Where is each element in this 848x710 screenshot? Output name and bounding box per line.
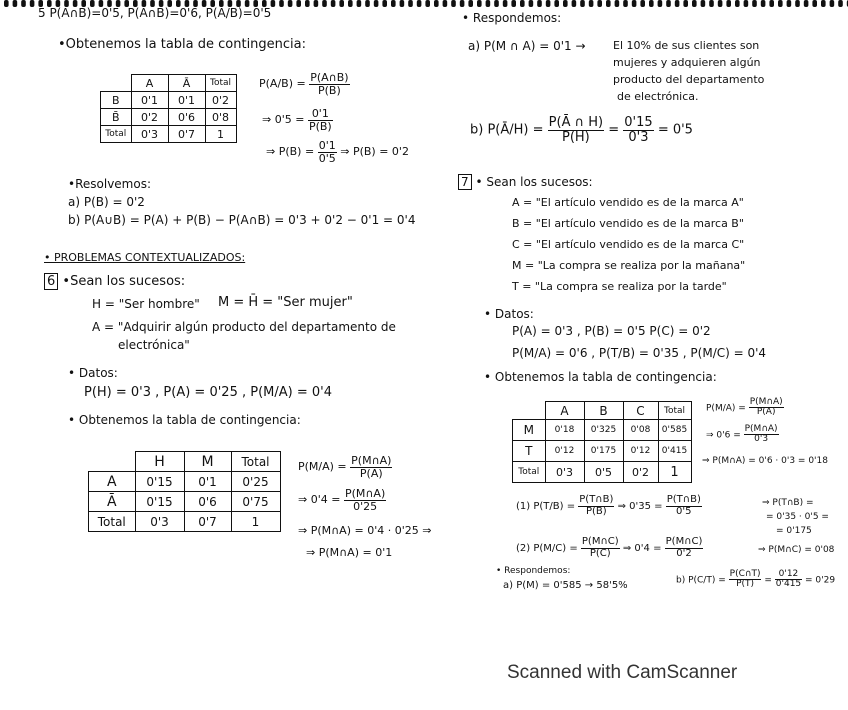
table-cell: 0'325 xyxy=(584,420,623,441)
problem5-answer-b: b) P(A∪B) = P(A) + P(B) − P(A∩B) = 0'3 + 0'2 − 0'1 = 0'4 xyxy=(68,213,416,227)
spiral-loop xyxy=(305,0,310,7)
spiral-loop xyxy=(477,0,482,7)
spiral-loop xyxy=(425,0,430,7)
spiral-loop xyxy=(554,0,559,7)
table-cell: A xyxy=(131,75,168,92)
fraction-numerator: P(M∩C) xyxy=(581,536,619,547)
fraction-numerator: 0'1 xyxy=(308,108,333,121)
spiral-loop xyxy=(761,0,766,7)
table-row xyxy=(89,512,281,532)
fraction xyxy=(775,570,802,590)
spiral-loop xyxy=(537,0,542,7)
problem5-answer-a: a) P(B) = 0'2 xyxy=(68,195,145,209)
table-cell: Total xyxy=(205,75,236,92)
table-cell: Ā xyxy=(168,75,205,92)
table-cell: 0'08 xyxy=(623,420,658,441)
spiral-loop xyxy=(838,0,843,7)
table-cell: 0'3 xyxy=(131,126,168,143)
respondemos-a-text1: El 10% de sus clientes son xyxy=(613,39,760,52)
table-cell: 0'6 xyxy=(168,109,205,126)
spiral-loop xyxy=(494,0,499,7)
fraction xyxy=(749,398,784,418)
spiral-loop xyxy=(615,0,620,7)
fraction xyxy=(665,537,704,559)
table-cell xyxy=(89,452,136,472)
fraction-numerator: P(C∩T) xyxy=(729,569,761,579)
fraction xyxy=(548,116,604,144)
section-title: • PROBLEMAS CONTEXTUALIZADOS: xyxy=(44,251,246,264)
fraction-denominator: P(B) xyxy=(318,83,341,97)
table-cell: B xyxy=(584,402,623,420)
spiral-loop xyxy=(580,0,585,7)
spiral-loop xyxy=(443,0,448,7)
problem5-step1: •Obtenemos la tabla de contingencia: xyxy=(58,37,307,52)
table-cell xyxy=(101,75,132,92)
problem-number: 6 xyxy=(44,273,58,290)
spiral-loop xyxy=(21,0,26,7)
problem7-answer-a: a) P(M) = 0'585 → 58'5% xyxy=(503,580,628,591)
problem6-event-a: A = "Adquirir algún producto del departamento de xyxy=(92,320,396,334)
table-cell: 0'6 xyxy=(184,492,231,512)
fraction-denominator: 0'25 xyxy=(353,499,378,513)
spiral-loop xyxy=(821,0,826,7)
spiral-loop xyxy=(4,0,9,7)
fraction-numerator: P(M∩A) xyxy=(344,487,386,500)
problem6-event-h: H = "Ser hombre" xyxy=(92,297,200,311)
spiral-loop xyxy=(322,0,327,7)
problem6-eq2 xyxy=(298,488,386,512)
table-row xyxy=(89,492,281,512)
problem6-event-a-cont: electrónica" xyxy=(118,338,190,352)
table-cell: 0'25 xyxy=(231,472,280,492)
spiral-loop xyxy=(769,0,774,7)
equation-text: (1) P(T/B) = xyxy=(516,501,576,512)
fraction xyxy=(623,116,653,144)
table-cell: Total xyxy=(101,126,132,143)
problem7-event: A = "El artículo vendido es de la marca A" xyxy=(512,196,744,209)
problem7-intro xyxy=(458,175,593,189)
spiral-loop xyxy=(408,0,413,7)
fraction xyxy=(744,425,779,445)
respondemos-label: • Respondemos: xyxy=(462,11,562,25)
fraction xyxy=(729,570,762,590)
spiral-loop xyxy=(279,0,284,7)
equation-text: = 0'29 xyxy=(805,575,836,586)
table-cell: M xyxy=(513,420,546,441)
problem5-eq1 xyxy=(259,72,350,96)
spiral-loop xyxy=(795,0,800,7)
spiral-loop xyxy=(632,0,637,7)
problem6-table xyxy=(88,451,281,532)
spiral-loop xyxy=(572,0,577,7)
fraction-numerator: P(M∩C) xyxy=(665,536,703,547)
fraction-numerator: P(T∩B) xyxy=(579,494,614,505)
table-cell: 0'15 xyxy=(135,472,184,492)
fraction-denominator: P(B) xyxy=(308,119,332,133)
table-row xyxy=(89,452,281,472)
respondemos-a-text4: de electrónica. xyxy=(617,90,699,103)
problem6-eq4: ⇒ P(M∩A) = 0'1 xyxy=(306,546,393,559)
spiral-loop xyxy=(511,0,516,7)
table-row xyxy=(101,75,237,92)
fraction xyxy=(578,495,614,517)
spiral-loop xyxy=(658,0,663,7)
fraction-numerator: P(Ā ∩ H) xyxy=(548,115,604,130)
table-cell: 0'18 xyxy=(545,420,584,441)
problem5-header-text: 5 P(A∩B)=0'5, P(Ā∩B)=0'6, P(A/B)=0'5 xyxy=(38,6,272,20)
spiral-loop xyxy=(597,0,602,7)
problem7-eq1 xyxy=(706,398,784,418)
spiral-loop xyxy=(675,0,680,7)
table-cell: 0'8 xyxy=(205,109,236,126)
problem7-datos-line2: P(M/A) = 0'6 , P(T/B) = 0'35 , P(M/C) = 0'4 xyxy=(512,346,767,360)
fraction-denominator: P(B) xyxy=(585,505,607,517)
table-row xyxy=(513,441,692,462)
problem7-datos-line1: P(A) = 0'3 , P(B) = 0'5 P(C) = 0'2 xyxy=(512,324,711,338)
fraction xyxy=(344,488,386,512)
equation-text: (2) P(M/C) = xyxy=(516,543,578,554)
spiral-loop xyxy=(649,0,654,7)
fraction xyxy=(309,72,349,96)
spiral-loop xyxy=(701,0,706,7)
equation-text: ⇒ 0'6 = xyxy=(706,430,741,441)
equation-text: P(A/B) = xyxy=(259,77,306,91)
spiral-loop xyxy=(752,0,757,7)
fraction-numerator: 0'15 xyxy=(624,115,653,130)
problem6-eq1 xyxy=(298,455,392,479)
table-cell: 1 xyxy=(658,462,691,483)
spiral-loop xyxy=(683,0,688,7)
fraction-denominator: 0'5 xyxy=(318,151,336,165)
fraction xyxy=(666,495,702,517)
table-cell: 1 xyxy=(205,126,236,143)
spiral-loop xyxy=(830,0,835,7)
fraction-numerator: P(A∩B) xyxy=(310,71,349,84)
table-cell: C xyxy=(623,402,658,420)
table-cell: 0'585 xyxy=(658,420,691,441)
spiral-loop xyxy=(288,0,293,7)
spiral-loop xyxy=(13,0,18,7)
respondemos-a-text3: producto del departamento xyxy=(613,73,765,86)
spiral-loop xyxy=(348,0,353,7)
spiral-loop xyxy=(314,0,319,7)
problem6-eq3: ⇒ P(M∩A) = 0'4 · 0'25 ⇒ xyxy=(298,524,432,537)
equation-text: P(M/A) = xyxy=(298,460,347,474)
problem6-intro-text: •Sean los sucesos: xyxy=(62,274,186,289)
problem7-eq5-rhs: ⇒ P(M∩C) = 0'08 xyxy=(758,545,835,555)
spiral-loop xyxy=(778,0,783,7)
spiral-loop xyxy=(460,0,465,7)
fraction-denominator: P(C) xyxy=(589,547,611,559)
table-cell: 0'1 xyxy=(184,472,231,492)
problem7-eq4-rhs2: = 0'35 · 0'5 = xyxy=(766,512,829,522)
spiral-loop xyxy=(486,0,491,7)
table-cell: A xyxy=(545,402,584,420)
table-cell: 0'3 xyxy=(545,462,584,483)
spiral-loop xyxy=(434,0,439,7)
table-cell: 0'7 xyxy=(184,512,231,532)
table-row xyxy=(101,109,237,126)
table-cell: 0'2 xyxy=(131,109,168,126)
spiral-loop xyxy=(666,0,671,7)
fraction-denominator: 0'2 xyxy=(676,547,692,559)
spiral-loop xyxy=(546,0,551,7)
table-row xyxy=(513,462,692,483)
spiral-loop xyxy=(296,0,301,7)
table-cell: 0'1 xyxy=(131,92,168,109)
fraction-denominator: P(H) xyxy=(561,129,590,145)
spiral-loop xyxy=(812,0,817,7)
fraction-denominator: P(A) xyxy=(359,466,383,480)
problem5-table xyxy=(100,74,237,143)
spiral-loop xyxy=(563,0,568,7)
spiral-loop xyxy=(718,0,723,7)
problem7-intro-text: • Sean los sucesos: xyxy=(475,175,593,189)
fraction-denominator: P(T) xyxy=(736,579,755,590)
equation-text: = 0'5 xyxy=(657,122,693,138)
problem7-table xyxy=(512,401,692,483)
problem-number: 7 xyxy=(458,174,472,190)
spiral-loop xyxy=(589,0,594,7)
respondemos-a-text2: mujeres y adquieren algún xyxy=(613,56,761,69)
problem7-step: • Obtenemos la tabla de contingencia: xyxy=(484,370,717,384)
table-cell: 0'3 xyxy=(135,512,184,532)
problem7-eq2 xyxy=(706,425,779,445)
spiral-loop xyxy=(357,0,362,7)
spiral-loop xyxy=(735,0,740,7)
table-cell: 0'1 xyxy=(168,92,205,109)
table-cell: Total xyxy=(89,512,136,532)
fraction-numerator: P(M∩A) xyxy=(744,424,778,434)
table-cell: B̄ xyxy=(101,109,132,126)
fraction-denominator: 0'415 xyxy=(775,579,802,590)
fraction-denominator: 0'3 xyxy=(628,129,649,145)
problem7-eq4-rhs3: = 0'175 xyxy=(776,526,812,536)
table-row xyxy=(89,472,281,492)
table-cell: 0'2 xyxy=(623,462,658,483)
table-cell: Total xyxy=(658,402,691,420)
problem7-event: C = "El artículo vendido es de la marca C" xyxy=(512,238,745,251)
fraction-denominator: 0'3 xyxy=(754,434,769,445)
table-cell: Ā xyxy=(89,492,136,512)
table-row xyxy=(101,126,237,143)
table-cell: 0'415 xyxy=(658,441,691,462)
fraction xyxy=(581,537,620,559)
spiral-loop xyxy=(374,0,379,7)
problem7-eq5 xyxy=(516,537,703,559)
table-cell: T xyxy=(513,441,546,462)
table-cell: Total xyxy=(513,462,546,483)
fraction-denominator: 0'5 xyxy=(676,505,692,517)
problem5-header xyxy=(38,6,271,20)
spiral-loop xyxy=(726,0,731,7)
equation-text: b) P(Ā/H) = xyxy=(470,122,544,138)
equation-text: ⇒ 0'5 = xyxy=(262,113,305,127)
problem7-eq4-rhs1: ⇒ P(T∩B) = xyxy=(762,498,814,508)
spiral-loop xyxy=(520,0,525,7)
problem7-answer-b xyxy=(676,570,835,590)
fraction xyxy=(350,455,392,479)
spiral-loop xyxy=(804,0,809,7)
fraction-numerator: P(M∩A) xyxy=(749,397,783,407)
spiral-loop xyxy=(331,0,336,7)
problem5-eq2 xyxy=(262,108,333,132)
spiral-loop xyxy=(468,0,473,7)
table-cell: M xyxy=(184,452,231,472)
respondemos-a: a) P(M ∩ A) = 0'1 → xyxy=(468,39,586,53)
spiral-loop xyxy=(30,0,35,7)
spiral-loop xyxy=(787,0,792,7)
spiral-loop xyxy=(339,0,344,7)
table-cell: 0'75 xyxy=(231,492,280,512)
table-cell xyxy=(513,402,546,420)
table-row xyxy=(101,92,237,109)
spiral-loop xyxy=(709,0,714,7)
problem6-datos-label: • Datos: xyxy=(68,366,118,380)
problem7-event: M = "La compra se realiza por la mañana" xyxy=(512,259,746,272)
spiral-loop xyxy=(391,0,396,7)
table-cell: 1 xyxy=(231,512,280,532)
equation-text: ⇒ 0'4 = xyxy=(622,543,662,554)
equation-text: ⇒ 0'4 = xyxy=(298,493,341,507)
fraction-numerator: 0'1 xyxy=(318,139,336,152)
problem6-event-m: M = H̄ = "Ser mujer" xyxy=(218,295,353,310)
spiral-loop xyxy=(382,0,387,7)
spiral-loop xyxy=(400,0,405,7)
table-cell: 0'7 xyxy=(168,126,205,143)
table-cell: 0'12 xyxy=(623,441,658,462)
respondemos-b xyxy=(470,116,693,144)
fraction xyxy=(308,108,333,132)
spiral-loop xyxy=(503,0,508,7)
problem5-eq3 xyxy=(266,140,409,164)
problem7-eq3: ⇒ P(M∩A) = 0'6 · 0'3 = 0'18 xyxy=(702,456,828,466)
fraction-numerator: P(M∩A) xyxy=(351,454,392,467)
equation-text: ⇒ P(B) = xyxy=(266,145,315,159)
table-cell: 0'12 xyxy=(545,441,584,462)
spiral-loop xyxy=(365,0,370,7)
problem7-respondemos-label: • Respondemos: xyxy=(496,566,571,576)
equation-text: ⇒ P(B) = 0'2 xyxy=(340,145,409,159)
spiral-loop xyxy=(692,0,697,7)
problem7-event: B = "El artículo vendido es de la marca B" xyxy=(512,217,744,230)
spiral-loop xyxy=(606,0,611,7)
spiral-loop xyxy=(529,0,534,7)
table-cell: 0'5 xyxy=(584,462,623,483)
problem7-eq4 xyxy=(516,495,702,517)
table-cell: 0'175 xyxy=(584,441,623,462)
problem7-datos-label: • Datos: xyxy=(484,307,534,321)
spiral-loop xyxy=(417,0,422,7)
table-cell: 0'15 xyxy=(135,492,184,512)
table-cell: B xyxy=(101,92,132,109)
problem6-step: • Obtenemos la tabla de contingencia: xyxy=(68,413,301,427)
table-cell: A xyxy=(89,472,136,492)
spiral-loop xyxy=(623,0,628,7)
spiral-loop xyxy=(640,0,645,7)
problem7-event: T = "La compra se realiza por la tarde" xyxy=(512,280,727,293)
table-row xyxy=(513,402,692,420)
spiral-loop xyxy=(744,0,749,7)
table-cell: Total xyxy=(231,452,280,472)
fraction xyxy=(318,140,337,164)
fraction-denominator: P(A) xyxy=(756,407,776,418)
equation-text: = xyxy=(608,122,620,138)
table-cell: H xyxy=(135,452,184,472)
camscanner-watermark: Scanned with CamScanner xyxy=(507,662,738,683)
table-cell: 0'2 xyxy=(205,92,236,109)
equation-text: b) P(C/T) = xyxy=(676,575,726,586)
problem6-datos-values: P(H) = 0'3 , P(A) = 0'25 , P(M/A) = 0'4 xyxy=(84,385,332,400)
problem5-resolvemos: •Resolvemos: xyxy=(68,177,151,191)
equation-text: = xyxy=(764,575,772,586)
spiral-loop xyxy=(451,0,456,7)
equation-text: P(M/A) = xyxy=(706,403,746,414)
table-row xyxy=(513,420,692,441)
problem6-intro xyxy=(44,274,185,289)
equation-text: ⇒ 0'35 = xyxy=(617,501,663,512)
fraction-numerator: 0'12 xyxy=(775,570,802,580)
fraction-numerator: P(T∩B) xyxy=(666,494,701,505)
